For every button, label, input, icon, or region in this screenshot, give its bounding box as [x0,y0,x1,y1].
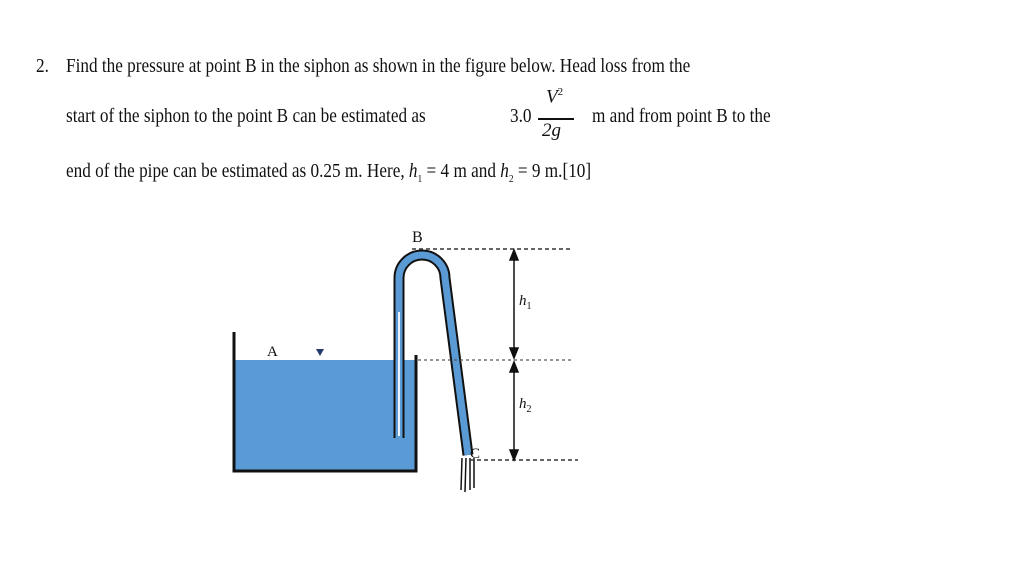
problem-line-1: Find the pressure at point B in the siphon as shown in the figure below. Head loss from the [66,55,691,77]
h2-symbol: $h_2$ [500,160,514,185]
h1-symbol: $h_1$ [408,160,423,185]
outlet-jets [461,458,474,492]
head-loss-coefficient: 3.0 [510,105,532,127]
label-c: C [470,446,481,462]
fraction-numerator: $V^2$ [546,86,564,108]
problem-line-3-start: end of the pipe can be estimated as 0.25 m. Here, [66,160,405,182]
label-h1: $h_1$ [519,293,532,312]
label-b: B [412,229,423,246]
label-h2: $h_2$ [519,396,532,415]
h2-value: = 9 m.[10] [517,160,592,182]
problem-number: 2. [36,55,49,77]
problem-line-2-end: m and from point B to the [592,105,771,127]
dimension-h1 [510,250,518,358]
h1-value: = 4 m and [426,160,496,182]
water-surface-marker [316,349,324,356]
label-a: A [267,344,278,360]
problem-line-2-start: start of the siphon to the point B can be estimated as [66,105,426,127]
dimension-h2 [510,362,518,460]
fraction-denominator: 2g [542,120,561,141]
tank-water [234,360,415,470]
